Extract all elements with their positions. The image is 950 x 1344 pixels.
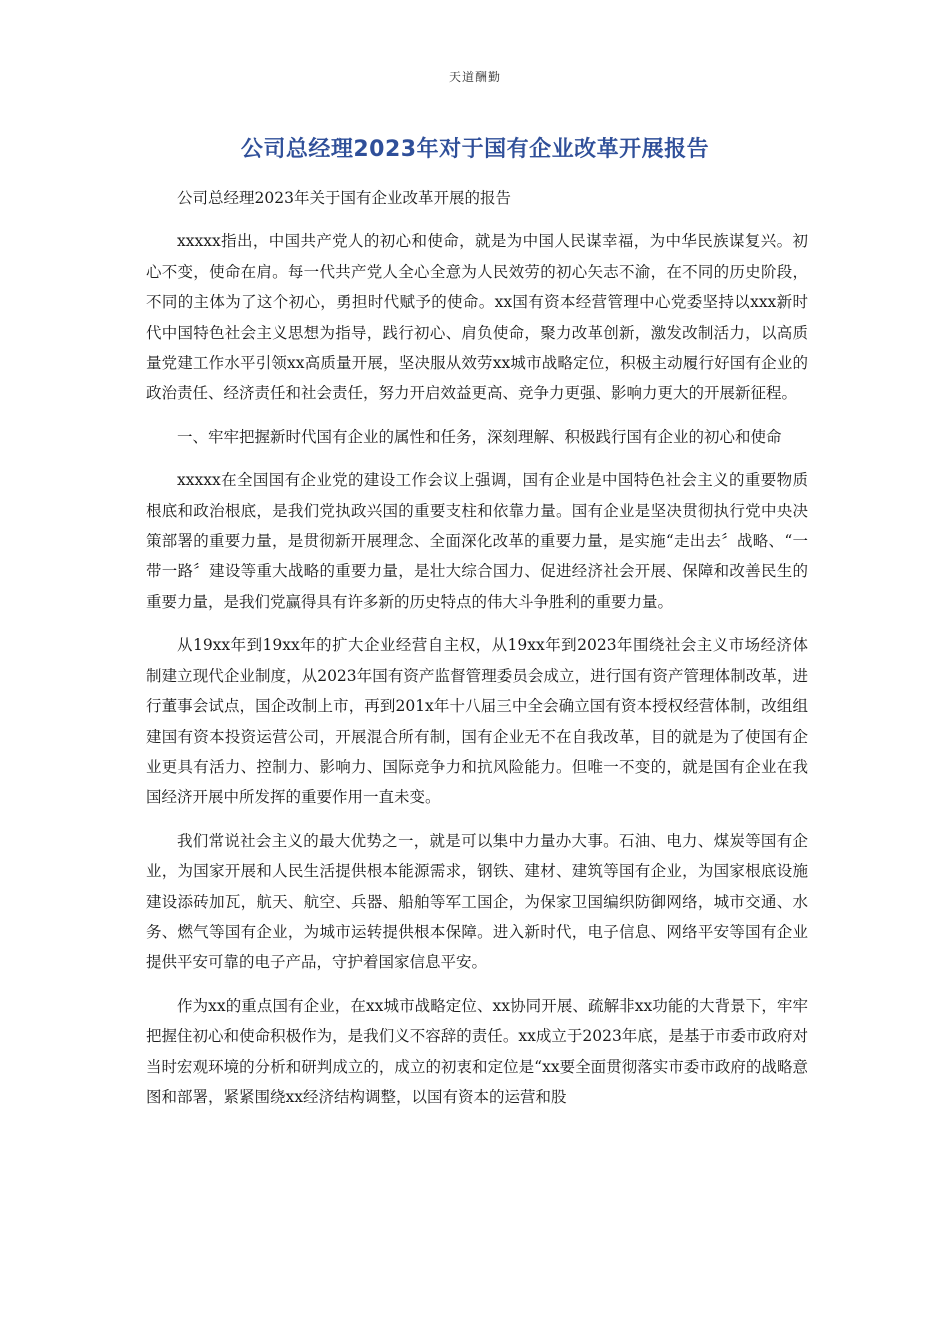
section-heading: 一、牢牢把握新时代国有企业的属性和任务，深刻理解、积极践行国有企业的初心和使命 <box>177 427 782 446</box>
body-paragraph: xxxxx指出，中国共产党人的初心和使命，就是为中国人民谋幸福，为中华民族谋复兴。初心不变，使命在肩。每一代共产党人全心全意为人民效劳的初心矢志不渝，在不同的历史阶段，不同的主体为了这个初心，勇担时代赋予的使命。xx国有资本经营管理中心党委坚持以xxx新时代中国特色社会主义思想为指导，践行初心、肩负使命，聚力改革创新，激发改制活力，以高质量党建工作水平引领xx高质量开展，坚决服从效劳xx城市战略定位，积极主动履行好国有企业的政治责任、经济责任和社会责任，努力开启效益更高、竞争力更强、影响力更大的开展新征程。 <box>146 232 808 403</box>
subtitle-paragraph: 公司总经理2023年关于国有企业改革开展的报告 <box>177 189 511 207</box>
document-body <box>146 183 808 1125</box>
body-paragraph: 作为xx的重点国有企业，在xx城市战略定位、xx协同开展、疏解非xx功能的大背景下，牢牢把握住初心和使命积极作为，是我们义不容辞的责任。xx成立于2023年底，是基于市委市政府对当时宏观环境的分析和研判成立的，成立的初衷和定位是“xx要全面贯彻落实市委市政府的战略意图和部署，紧紧围绕xx经济结构调整，以国有资本的运营和股 <box>146 996 808 1106</box>
document-title: 公司总经理2023年对于国有企业改革开展报告 <box>240 137 710 162</box>
body-paragraph: 从19xx年到19xx年的扩大企业经营自主权，从19xx年到2023年围绕社会主义市场经济体制建立现代企业制度，从2023年国有资产监督管理委员会成立，进行国有资产管理体制改革，进行董事会试点，国企改制上市，再到201x年十八届三中全会确立国有资本授权经营体制，改组组建国有资本投资运营公司，开展混合所有制，国有企业无不在自我改革，目的就是为了使国有企业更具有活力、控制力、影响力、国际竞争力和抗风险能力。但唯一不变的，就是国有企业在我国经济开展中所发挥的重要作用一直未变。 <box>146 636 808 807</box>
page-header: 天道酬勤 <box>448 70 501 84</box>
body-paragraph: 我们常说社会主义的最大优势之一，就是可以集中力量办大事。石油、电力、煤炭等国有企业，为国家开展和人民生活提供根本能源需求，钢铁、建材、建筑等国有企业，为国家根底设施建设添砖加瓦，航天、航空、兵器、船舶等军工国企，为保家卫国编织防御网络，城市交通、水务、燃气等国有企业，为城市运转提供根本保障。进入新时代，电子信息、网络平安等国有企业提供平安可靠的电子产品，守护着国家信息平安。 <box>146 831 808 972</box>
body-paragraph: xxxxx在全国国有企业党的建设工作会议上强调，国有企业是中国特色社会主义的重要物质根底和政治根底，是我们党执政兴国的重要支柱和依靠力量。国有企业是坚决贯彻执行党中央决策部署的重要力量，是贯彻新开展理念、全面深化改革的重要力量，是实施“走出去〞战略、“一带一路〞建设等重大战略的重要力量，是壮大综合国力、促进经济社会开展、保障和改善民生的重要力量，是我们党赢得具有许多新的历史特点的伟大斗争胜利的重要力量。 <box>146 471 808 611</box>
